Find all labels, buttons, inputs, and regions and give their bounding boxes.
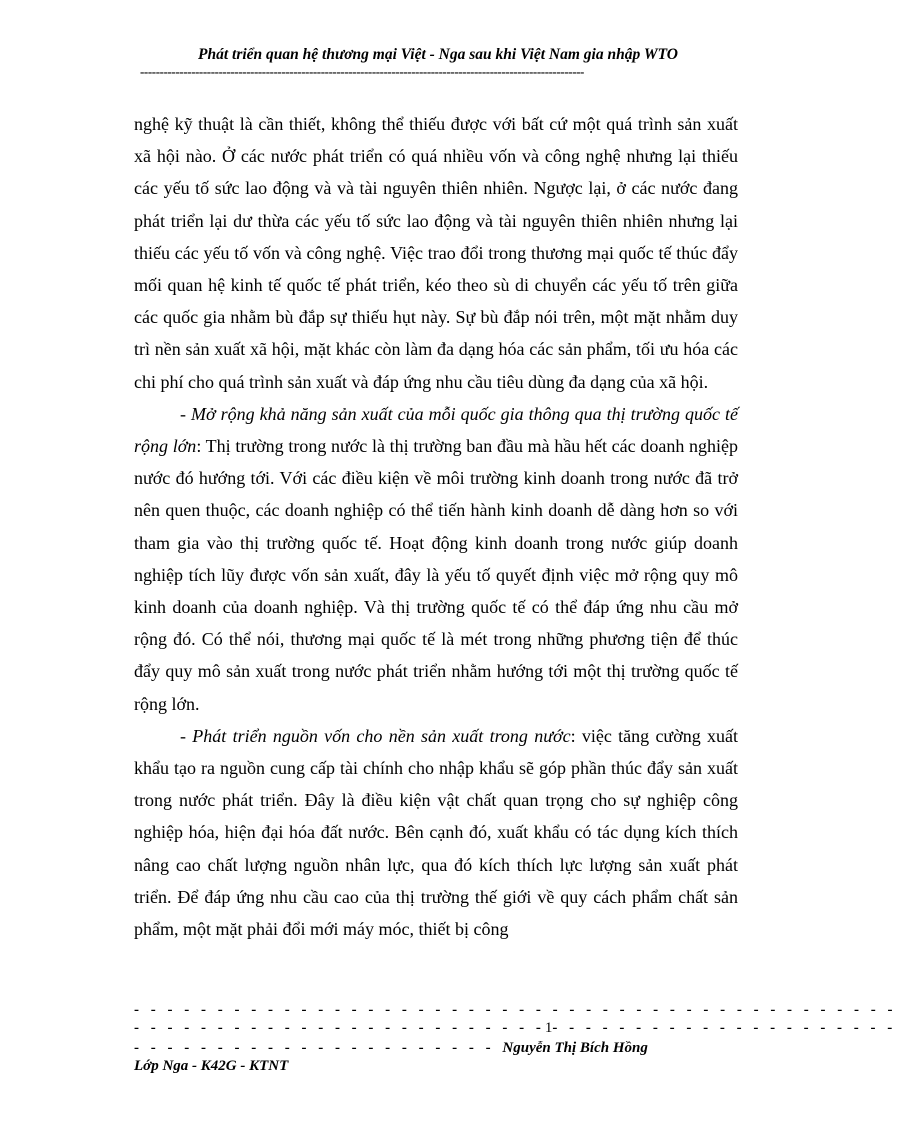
header-rule: ----------------------------------------------------------------------------------------------------------------- — [140, 64, 584, 79]
class-info: Lớp Nga - K42G - KTNT — [134, 1058, 289, 1074]
footer-line-2 — [134, 1020, 897, 1037]
page-header-title: Phát triển quan hệ thương mại Việt - Nga sau khi Việt Nam gia nhập WTO — [198, 46, 678, 63]
footer-dashes-2b: - - - - - - - - - - - - - - - - - - - - - — [552, 1020, 897, 1036]
paragraph-3-heading: Phát triển nguồn vốn cho nền sản xuất trong nước — [192, 725, 571, 746]
paragraph-3 — [134, 720, 738, 945]
author-name: Nguyễn Thị Bích Hồng — [502, 1040, 648, 1056]
paragraph-2-dash: - — [180, 403, 191, 424]
paragraph-2-heading: Mở rộng khả năng sản xuất của mỗi quốc gia thông qua thị trường quốc tế rộng lớn — [134, 403, 738, 457]
document-body — [134, 108, 738, 945]
footer-dashes-1: - - - - - - - - - - - - - - - - - - - - - - - - - - - - - - - - - - - - - - - - - - - - - - — [134, 1002, 897, 1018]
paragraph-3-dash: - — [180, 725, 193, 746]
paragraph-2-text: : Thị trường trong nước là thị trường ban đầu mà hầu hết các doanh nghiệp nước đó hướng tới. Với các điều kiện về môi trường kinh doanh trong nước đã trở nên quen thuộc, các doanh nghiệp có thể tiến hành kinh doanh dễ dàng hơn so với tham gia vào thị trường quốc tế. Hoạt động kinh doanh trong nước giúp doanh nghiệp tích lũy được vốn sản xuất, đây là yếu tố quyết định việc mở rộng quy mô kinh doanh của doanh nghiệp. Và thị trường quốc tế có thể đáp ứng nhu cầu mở rộng đó. Có thể nói, thương mại quốc tế là mét trong những phương tiện để thúc đẩy quy mô sản xuất trong nước phát triển nhằm hướng tới một thị trường quốc tế rộng lớn. — [134, 436, 738, 714]
paragraph-2 — [134, 398, 738, 720]
footer-line-3 — [134, 1040, 738, 1057]
paragraph-3-text: : việc tăng cường xuất khẩu tạo ra nguồn cung cấp tài chính cho nhập khẩu sẽ góp phần thúc đẩy sản xuất trong nước phát triển. Đây là điều kiện vật chất quan trọng cho sự nghiệp công nghiệp hóa, hiện đại hóa đất nước. Bên cạnh đó, xuất khẩu có tác dụng kích thích nâng cao chất lượng nguồn nhân lực, qua đó kích thích lực lượng sản xuất phát triển. Để đáp ứng nhu cầu cao của thị trường thế giới về quy cách phẩm chất sản phẩm, một mặt phải đổi mới máy móc, thiết bị công — [134, 725, 738, 940]
page-number: 1 — [544, 1020, 553, 1036]
footer-dashes-2a: - - - - - - - - - - - - - - - - - - - - - - - - - — [134, 1020, 545, 1036]
paragraph-1: nghệ kỹ thuật là cần thiết, không thể thiếu được với bất cứ một quá trình sản xuất xã hội nào. Ở các nước phát triển có quá nhiều vốn và công nghệ nhưng lại thiếu các yếu tố sức lao động và và tài nguyên thiên nhiên. Ngược lại, ở các nước đang phát triển lại dư thừa các yếu tố sức lao động và tài nguyên thiên nhiên nhưng lại thiếu các yếu tố vốn và công nghệ. Việc trao đổi trong thương mại quốc tế thúc đẩy mối quan hệ kinh tế quốc tế phát triển, kéo theo sù di chuyển các yếu tố trên giữa các quốc gia nhằm bù đắp sự thiếu hụt này. Sự bù đắp nói trên, một mặt nhằm duy trì nền sản xuất xã hội, mặt khác còn làm đa dạng hóa các sản phẩm, tối ưu hóa các chi phí cho quá trình sản xuất và đáp ứng nhu cầu tiêu dùng đa dạng của xã hội. — [134, 114, 738, 392]
footer-dashes-3: - - - - - - - - - - - - - - - - - - - - - - — [134, 1040, 495, 1056]
